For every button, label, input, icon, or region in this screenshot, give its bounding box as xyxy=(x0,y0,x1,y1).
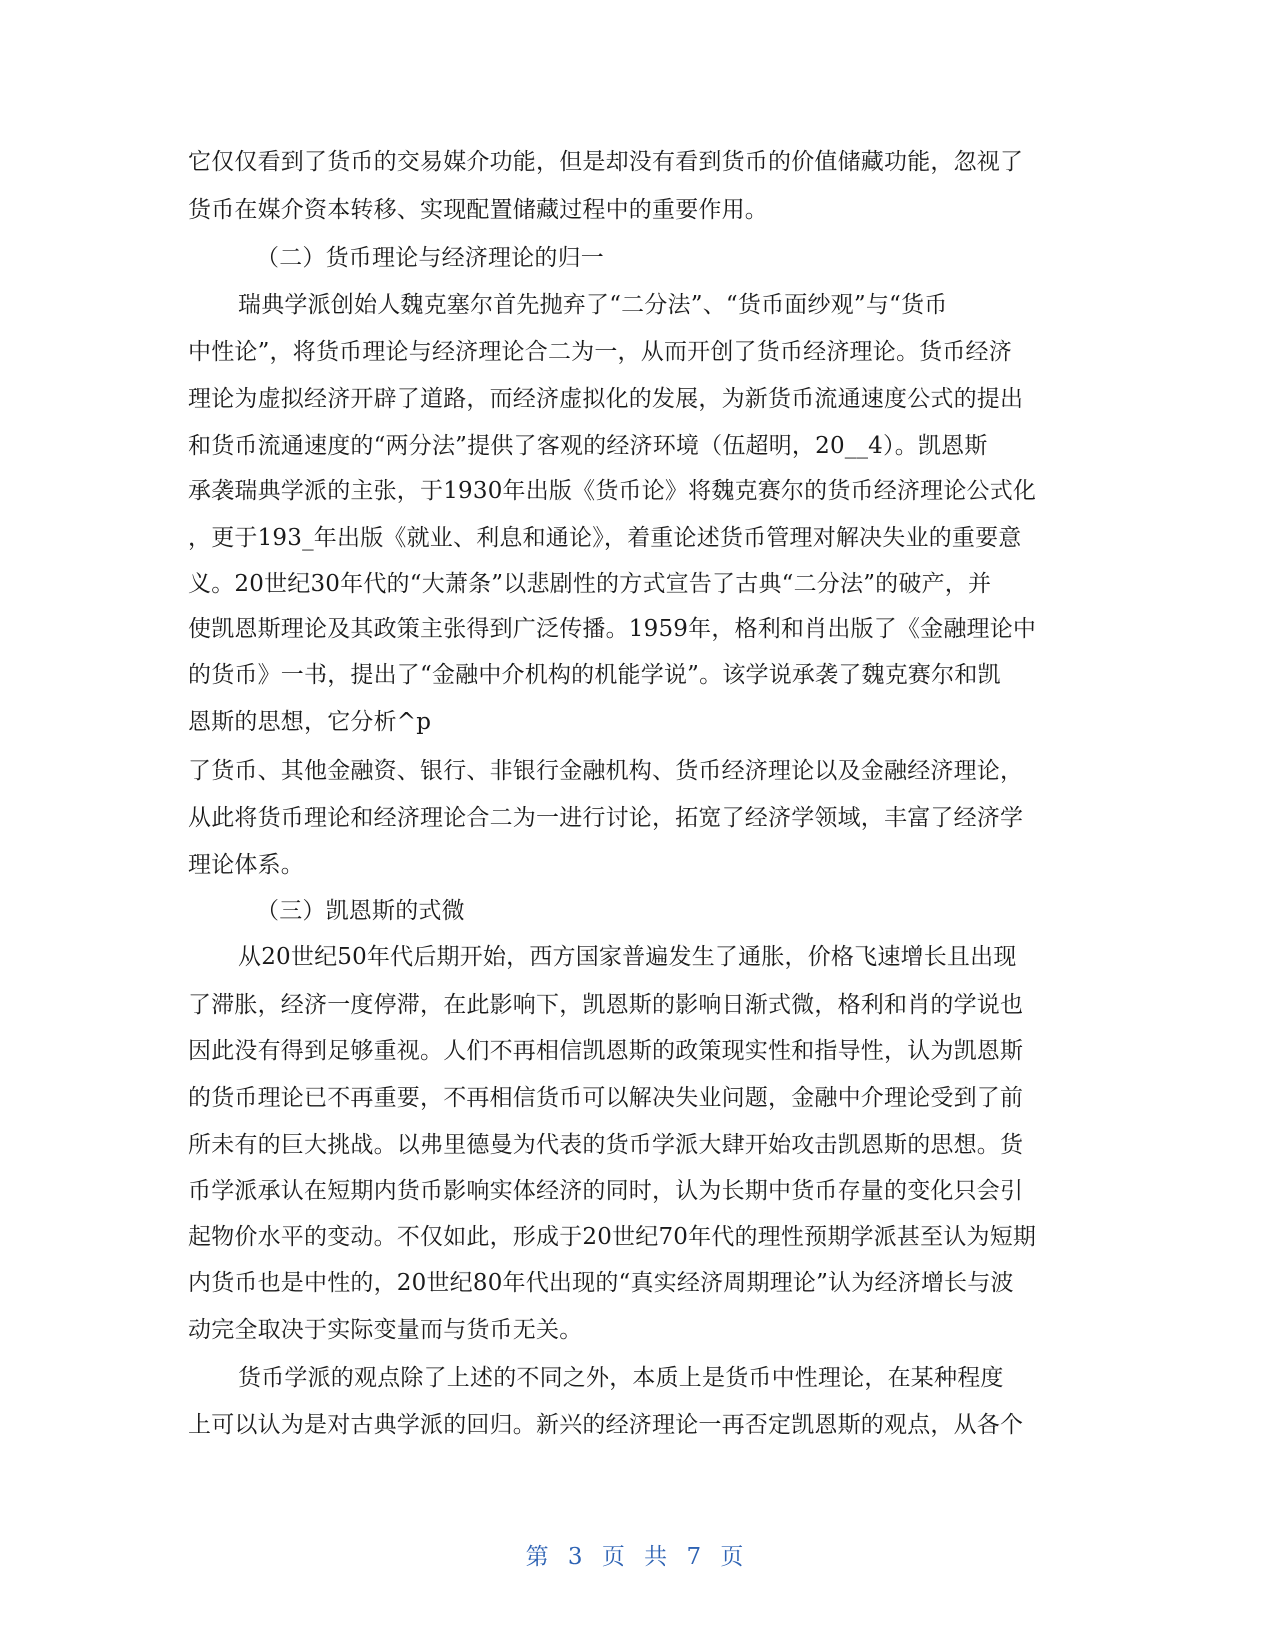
paragraph-line: 从此将货币理论和经济理论合二为一进行讨论，拓宽了经济学领域，丰富了经济学 xyxy=(188,805,1024,831)
paragraph-line: 承袭瑞典学派的主张，于1930年出版《货币论》将魏克赛尔的货币经济理论公式化 xyxy=(188,478,1037,504)
paragraph-line: 理论体系。 xyxy=(188,852,304,878)
paragraph-line: 动完全取决于实际变量而与货币无关。 xyxy=(188,1317,583,1343)
paragraph-line: 使凯恩斯理论及其政策主张得到广泛传播。1959年，格利和肖出版了《金融理论中 xyxy=(188,616,1037,642)
paragraph-line: 上可以认为是对古典学派的回归。新兴的经济理论一再否定凯恩斯的观点，从各个 xyxy=(188,1412,1024,1438)
paragraph-line: 所未有的巨大挑战。以弗里德曼为代表的货币学派大肆开始攻击凯恩斯的思想。货 xyxy=(188,1132,1024,1158)
paragraph-line: 币学派承认在短期内货币影响实体经济的同时，认为长期中货币存量的变化只会引 xyxy=(188,1178,1024,1204)
paragraph-line: 恩斯的思想，它分析^p xyxy=(188,709,432,735)
paragraph-line: 货币学派的观点除了上述的不同之外，本质上是货币中性理论，在某种程度 xyxy=(238,1365,1004,1391)
paragraph-line: 了货币、其他金融资、银行、非银行金融机构、货币经济理论以及金融经济理论， xyxy=(188,758,1024,784)
paragraph-line: 因此没有得到足够重视。人们不再相信凯恩斯的政策现实性和指导性，认为凯恩斯 xyxy=(188,1038,1024,1064)
paragraph-line: ，更于193_年出版《就业、利息和通论》，着重论述货币管理对解决失业的重要意 xyxy=(188,525,1022,551)
paragraph-line: 的货币》一书，提出了“金融中介机构的机能学说”。该学说承袭了魏克赛尔和凯 xyxy=(188,662,1001,688)
paragraph-line: 中性论”，将货币理论与经济理论合二为一，从而开创了货币经济理论。货币经济 xyxy=(188,339,1012,365)
page-number-footer: 第 3 页 共 7 页 xyxy=(525,1544,750,1570)
paragraph-line: 它仅仅看到了货币的交易媒介功能，但是却没有看到货币的价值储藏功能，忽视了 xyxy=(188,149,1024,175)
paragraph-line: 理论为虚拟经济开辟了道路，而经济虚拟化的发展，为新货币流通速度公式的提出 xyxy=(188,386,1024,412)
paragraph-line: 起物价水平的变动。不仅如此，形成于20世纪70年代的理性预期学派甚至认为短期 xyxy=(188,1224,1037,1250)
paragraph-line: 货币在媒介资本转移、实现配置储藏过程中的重要作用。 xyxy=(188,197,768,223)
paragraph-line: 内货币也是中性的，20世纪80年代出现的“真实经济周期理论”认为经济增长与波 xyxy=(188,1270,1014,1296)
paragraph-line: 从20世纪50年代后期开始，西方国家普遍发生了通胀，价格飞速增长且出现 xyxy=(238,944,1017,970)
section-heading: （二）货币理论与经济理论的归一 xyxy=(256,245,604,271)
paragraph-line: 了滞胀，经济一度停滞，在此影响下，凯恩斯的影响日渐式微，格利和肖的学说也 xyxy=(188,992,1024,1018)
paragraph-line: 的货币理论已不再重要，不再相信货币可以解决失业问题，金融中介理论受到了前 xyxy=(188,1085,1024,1111)
paragraph-line: 义。20世纪30年代的“大萧条”以悲剧性的方式宣告了古典“二分法”的破产，并 xyxy=(188,571,992,597)
paragraph-line: 瑞典学派创始人魏克塞尔首先抛弃了“二分法”、“货币面纱观”与“货币 xyxy=(238,292,948,318)
section-heading: （三）凯恩斯的式微 xyxy=(256,898,465,924)
paragraph-line: 和货币流通速度的“两分法”提供了客观的经济环境（伍超明，20__4）。凯恩斯 xyxy=(188,433,988,459)
